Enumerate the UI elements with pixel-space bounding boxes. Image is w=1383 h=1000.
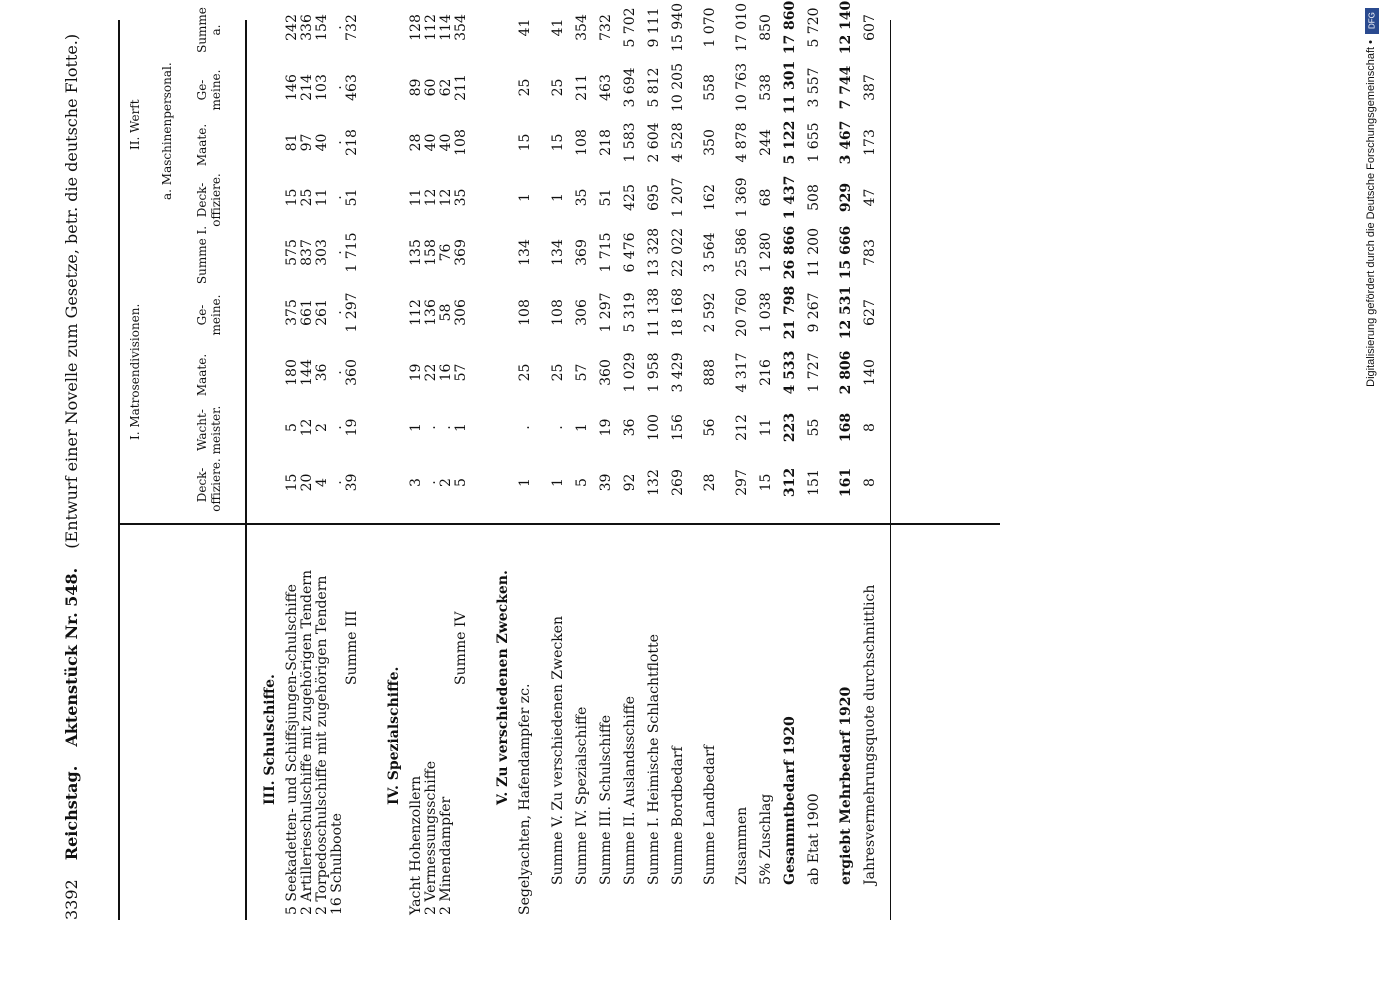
value-cell: 40	[314, 133, 330, 152]
summary-value: 3 429	[670, 352, 686, 393]
summary-value: 850	[758, 14, 774, 41]
value-cell: 1 297	[344, 292, 360, 333]
value-cell: 369	[453, 239, 469, 266]
value-cell: 76	[438, 243, 454, 262]
summary-value: 108	[574, 129, 590, 156]
column-header: Maate.	[195, 123, 209, 167]
value-cell: 303	[314, 239, 330, 266]
summary-label: Zusammen	[734, 806, 750, 885]
value-cell: 25	[517, 78, 533, 97]
value-cell: 154	[314, 14, 330, 41]
summary-value: 387	[862, 74, 878, 101]
summary-value: 41	[550, 18, 566, 37]
value-cell: 12	[423, 188, 439, 207]
value-cell: 36	[314, 363, 330, 382]
summary-value: 1 958	[646, 352, 662, 393]
section-title: V. Zu verschiedenen Zwecken.	[495, 570, 511, 805]
column-header: Maate.	[195, 353, 209, 397]
value-cell: 1	[517, 478, 533, 487]
summary-value: 1 583	[622, 122, 638, 163]
summary-value: 9 267	[806, 292, 822, 333]
value-cell: 41	[517, 18, 533, 37]
summary-value: 55	[806, 418, 822, 437]
value-cell: 354	[453, 14, 469, 41]
summary-value: 369	[574, 239, 590, 266]
value-cell: 51	[344, 188, 360, 207]
value-cell: 62	[438, 78, 454, 97]
summary-value: 161	[838, 467, 854, 498]
value-cell: 135	[408, 239, 424, 266]
value-cell: 218	[344, 129, 360, 156]
summary-value: 13 328	[646, 228, 662, 277]
summary-value: 1	[550, 478, 566, 487]
summary-label: Summe III. Schulschiffe	[598, 714, 614, 885]
value-cell: 242	[284, 14, 300, 41]
summary-value: 151	[806, 469, 822, 496]
summary-value: 508	[806, 184, 822, 211]
summary-value: 312	[782, 467, 798, 498]
summary-value: 223	[782, 412, 798, 443]
summary-value: 134	[550, 239, 566, 266]
summary-label: Summe V. Zu verschiedenen Zwecken	[550, 616, 566, 885]
row-label: 2 Torpedoschulschiffe mit zugehörigen Tendern	[314, 575, 330, 915]
value-cell: 40	[423, 133, 439, 152]
value-cell: 128	[408, 14, 424, 41]
summary-value: 558	[702, 74, 718, 101]
summary-value: 695	[646, 184, 662, 211]
summary-value: 3 467	[838, 120, 854, 165]
summary-value: 1 655	[806, 122, 822, 163]
summary-label: ab Etat 1900	[806, 793, 822, 885]
value-cell: 108	[517, 299, 533, 326]
summary-label: Summe Bordbedarf	[670, 746, 686, 885]
summary-value: 68	[758, 188, 774, 207]
value-cell: 112	[408, 299, 424, 326]
summary-value: 15 940	[670, 3, 686, 52]
summary-value: 36	[622, 418, 638, 437]
value-cell: 25	[517, 363, 533, 382]
value-cell: 15	[284, 473, 300, 492]
column-header: Deck-offiziere.	[195, 173, 223, 227]
summary-value: 425	[622, 184, 638, 211]
summary-value: 4 878	[734, 122, 750, 163]
column-header: Deck-offiziere.	[195, 458, 223, 512]
summary-value: 732	[598, 14, 614, 41]
summary-value: 10 763	[734, 63, 750, 112]
summary-value: 25	[550, 78, 566, 97]
summary-value: 11 301	[782, 60, 798, 115]
summary-value: 269	[670, 469, 686, 496]
summary-value: 11	[758, 418, 774, 437]
value-cell: 89	[408, 78, 424, 97]
summary-value: 1	[550, 193, 566, 202]
value-cell: .	[329, 250, 345, 255]
value-cell: 11	[314, 188, 330, 207]
value-cell: 112	[423, 14, 439, 41]
summary-value: 12 531	[838, 285, 854, 340]
value-cell: 103	[314, 74, 330, 101]
summary-value: 20 760	[734, 288, 750, 337]
summary-value: 783	[862, 239, 878, 266]
summary-value: 2 592	[702, 292, 718, 333]
value-cell: 114	[438, 14, 454, 41]
value-cell: 35	[453, 188, 469, 207]
summary-value: 56	[702, 418, 718, 437]
summary-value: 538	[758, 74, 774, 101]
value-cell: 306	[453, 299, 469, 326]
summary-value: 306	[574, 299, 590, 326]
summary-value: 22 022	[670, 228, 686, 277]
summary-value: 212	[734, 414, 750, 441]
value-cell: 180	[284, 359, 300, 386]
value-cell: 5	[453, 478, 469, 487]
dfg-logo: DFG	[1365, 8, 1379, 34]
section-title: IV. Spezialschiffe.	[386, 666, 402, 805]
summary-value: 1 070	[702, 7, 718, 48]
value-cell: 2	[438, 478, 454, 487]
summary-value: 1 437	[782, 175, 798, 220]
werft-group-header: II. Werft	[128, 99, 142, 150]
summary-value: 297	[734, 469, 750, 496]
summary-value: 156	[670, 414, 686, 441]
summary-value: 1 207	[670, 177, 686, 218]
summary-value: 354	[574, 14, 590, 41]
value-cell: 60	[423, 78, 439, 97]
value-cell: 28	[408, 133, 424, 152]
value-cell: 261	[314, 299, 330, 326]
summary-value: 11 200	[806, 228, 822, 277]
summary-value: 39	[598, 473, 614, 492]
summary-value: 350	[702, 129, 718, 156]
summary-value: 47	[862, 188, 878, 207]
section-title: III. Schulschiffe.	[262, 674, 278, 805]
value-cell: 732	[344, 14, 360, 41]
summary-value: 3 694	[622, 67, 638, 108]
summary-value: 3 557	[806, 67, 822, 108]
value-cell: .	[329, 310, 345, 315]
value-cell: 575	[284, 239, 300, 266]
summary-value: 627	[862, 299, 878, 326]
summary-value: 5 702	[622, 7, 638, 48]
value-cell: .	[329, 140, 345, 145]
summary-value: 1 280	[758, 232, 774, 273]
column-header: Ge-meine.	[195, 294, 223, 336]
summary-value: 35	[574, 188, 590, 207]
summary-label: Summe II. Auslandsschiffe	[622, 696, 638, 885]
value-cell: 97	[299, 133, 315, 152]
summary-value: 1	[574, 423, 590, 432]
value-cell: .	[329, 425, 345, 430]
summary-value: 10 205	[670, 63, 686, 112]
summary-value: 6 476	[622, 232, 638, 273]
value-cell: 2	[314, 423, 330, 432]
row-label: 2 Artillerieschulschiffe mit zugehörigen Tendern	[299, 569, 315, 915]
summary-value: 21 798	[782, 285, 798, 340]
value-cell: 19	[408, 363, 424, 382]
summary-value: 8	[862, 423, 878, 432]
row-label: 2 Vermessungsschiffe	[423, 760, 439, 915]
column-header: Ge-meine.	[195, 69, 223, 111]
column-header: Summe I.	[195, 225, 209, 285]
summary-label: Jahresvermehrungsquote durchschnittlich	[862, 584, 878, 885]
summary-value: 4 317	[734, 352, 750, 393]
summary-value: 132	[646, 469, 662, 496]
summary-value: 100	[646, 414, 662, 441]
summary-value: 2 806	[838, 350, 854, 395]
summary-value: 26 866	[782, 225, 798, 280]
matrosen-group-header: I. Matrosendivisionen.	[128, 303, 142, 440]
value-cell: 12	[299, 418, 315, 437]
value-cell: 108	[453, 129, 469, 156]
summary-value: 211	[574, 74, 590, 101]
row-label: 16 Schulboote	[329, 813, 345, 915]
summary-value: 8	[862, 478, 878, 487]
summary-value: 15	[550, 133, 566, 152]
value-cell: 5	[284, 423, 300, 432]
summary-value: 2 604	[646, 122, 662, 163]
summary-value: 25 586	[734, 228, 750, 277]
column-header: Wacht-meister.	[195, 405, 223, 455]
value-cell: 39	[344, 473, 360, 492]
row-label: 2 Minendampfer	[438, 796, 454, 915]
summary-value: 57	[574, 363, 590, 382]
summary-value: 12 140	[838, 0, 854, 55]
label-column-rule	[120, 523, 1000, 525]
row-label: 5 Seekadetten- und Schiffsjungen-Schulschiffe	[284, 584, 300, 915]
row-label: Yacht Hohenzollern	[408, 775, 424, 915]
summary-value: 7 744	[838, 65, 854, 110]
summary-value: 5	[574, 478, 590, 487]
value-cell: 134	[517, 239, 533, 266]
value-cell: 1	[517, 193, 533, 202]
summary-value: .	[550, 425, 566, 430]
value-cell: .	[329, 480, 345, 485]
summary-value: 1 727	[806, 352, 822, 393]
document-number: Aktenstück Nr. 548.	[62, 567, 81, 747]
row-label: Segelyachten, Hafendampfer zc.	[517, 683, 533, 915]
section-sum-label: Summe III	[344, 610, 360, 685]
summary-label: ergiebt Mehrbedarf 1920	[838, 686, 854, 885]
summary-value: 9 111	[646, 7, 662, 48]
value-cell: 20	[299, 473, 315, 492]
summary-value: 3 564	[702, 232, 718, 273]
summary-value: 216	[758, 359, 774, 386]
summary-value: 1 038	[758, 292, 774, 333]
summary-value: 218	[598, 129, 614, 156]
value-cell: 58	[438, 303, 454, 322]
summary-value: 11 138	[646, 288, 662, 337]
summary-value: 360	[598, 359, 614, 386]
value-cell: .	[517, 425, 533, 430]
summary-value: 1 715	[598, 232, 614, 273]
summary-value: 4 533	[782, 350, 798, 395]
page-header	[62, 20, 81, 920]
summary-value: 17 860	[782, 0, 798, 55]
publisher: Reichstag.	[62, 765, 81, 861]
value-cell: 12	[438, 188, 454, 207]
summary-value: 140	[862, 359, 878, 386]
summary-value: 1 297	[598, 292, 614, 333]
value-cell: 144	[299, 359, 315, 386]
summary-value: 92	[622, 473, 638, 492]
value-cell: .	[438, 425, 454, 430]
maschinen-group-header: a. Maschinenpersonal.	[160, 62, 174, 200]
value-cell: 1 715	[344, 232, 360, 273]
value-cell: 15	[284, 188, 300, 207]
page-number: 3392	[62, 879, 81, 920]
value-cell: 19	[344, 418, 360, 437]
value-cell: 40	[438, 133, 454, 152]
summary-value: 929	[838, 182, 854, 213]
summary-value: 19	[598, 418, 614, 437]
header-bottom-rule	[245, 20, 247, 920]
table-bottom-rule	[890, 20, 891, 920]
value-cell: 57	[453, 363, 469, 382]
summary-value: 28	[702, 473, 718, 492]
value-cell: 837	[299, 239, 315, 266]
value-cell: 4	[314, 478, 330, 487]
summary-value: 5 812	[646, 67, 662, 108]
value-cell: 336	[299, 14, 315, 41]
summary-value: 5 319	[622, 292, 638, 333]
value-cell: 146	[284, 74, 300, 101]
value-cell: .	[329, 85, 345, 90]
value-cell: 136	[423, 299, 439, 326]
summary-value: 162	[702, 184, 718, 211]
summary-value: 5 122	[782, 120, 798, 165]
summary-value: 173	[862, 129, 878, 156]
value-cell: 1	[453, 423, 469, 432]
value-cell: .	[329, 25, 345, 30]
value-cell: 81	[284, 133, 300, 152]
value-cell: 211	[453, 74, 469, 101]
summary-value: 15	[758, 473, 774, 492]
summary-value: 108	[550, 299, 566, 326]
document-title: (Entwurf einer Novelle zum Gesetze, betr. die deutsche Flotte.)	[62, 33, 81, 549]
value-cell: 22	[423, 363, 439, 382]
value-cell: 11	[408, 188, 424, 207]
value-cell: 25	[299, 188, 315, 207]
summary-label: 5% Zuschlag	[758, 793, 774, 885]
summary-value: 244	[758, 129, 774, 156]
value-cell: 16	[438, 363, 454, 382]
value-cell: .	[423, 480, 439, 485]
table-top-rule	[118, 20, 120, 920]
value-cell: 3	[408, 478, 424, 487]
value-cell: 1	[408, 423, 424, 432]
summary-value: 18 168	[670, 288, 686, 337]
summary-value: 4 528	[670, 122, 686, 163]
section-sum-label: Summe IV	[453, 611, 469, 685]
summary-value: 17 010	[734, 3, 750, 52]
value-cell: 214	[299, 74, 315, 101]
summary-label: Summe IV. Spezialschiffe	[574, 706, 590, 885]
summary-value: 607	[862, 14, 878, 41]
summary-value: 888	[702, 359, 718, 386]
summary-value: 1 369	[734, 177, 750, 218]
value-cell: 360	[344, 359, 360, 386]
column-header: Summe a.	[195, 7, 223, 53]
summary-value: 51	[598, 188, 614, 207]
value-cell: 463	[344, 74, 360, 101]
funding-note: Digitalisierung gefördert durch die Deutsche Forschungsgemeinschaft •	[1365, 40, 1377, 387]
summary-value: 463	[598, 74, 614, 101]
value-cell: 15	[517, 133, 533, 152]
value-cell: 661	[299, 299, 315, 326]
value-cell: 158	[423, 239, 439, 266]
summary-value: 5 720	[806, 7, 822, 48]
value-cell: 375	[284, 299, 300, 326]
summary-label: Summe I. Heimische Schlachtflotte	[646, 634, 662, 885]
summary-value: 168	[838, 412, 854, 443]
summary-value: 1 029	[622, 352, 638, 393]
value-cell: .	[329, 370, 345, 375]
value-cell: .	[329, 195, 345, 200]
value-cell: .	[423, 425, 439, 430]
summary-label: Summe Landbedarf	[702, 745, 718, 885]
summary-value: 25	[550, 363, 566, 382]
summary-label: Gesammtbedarf 1920	[782, 716, 798, 885]
summary-value: 15 666	[838, 225, 854, 280]
